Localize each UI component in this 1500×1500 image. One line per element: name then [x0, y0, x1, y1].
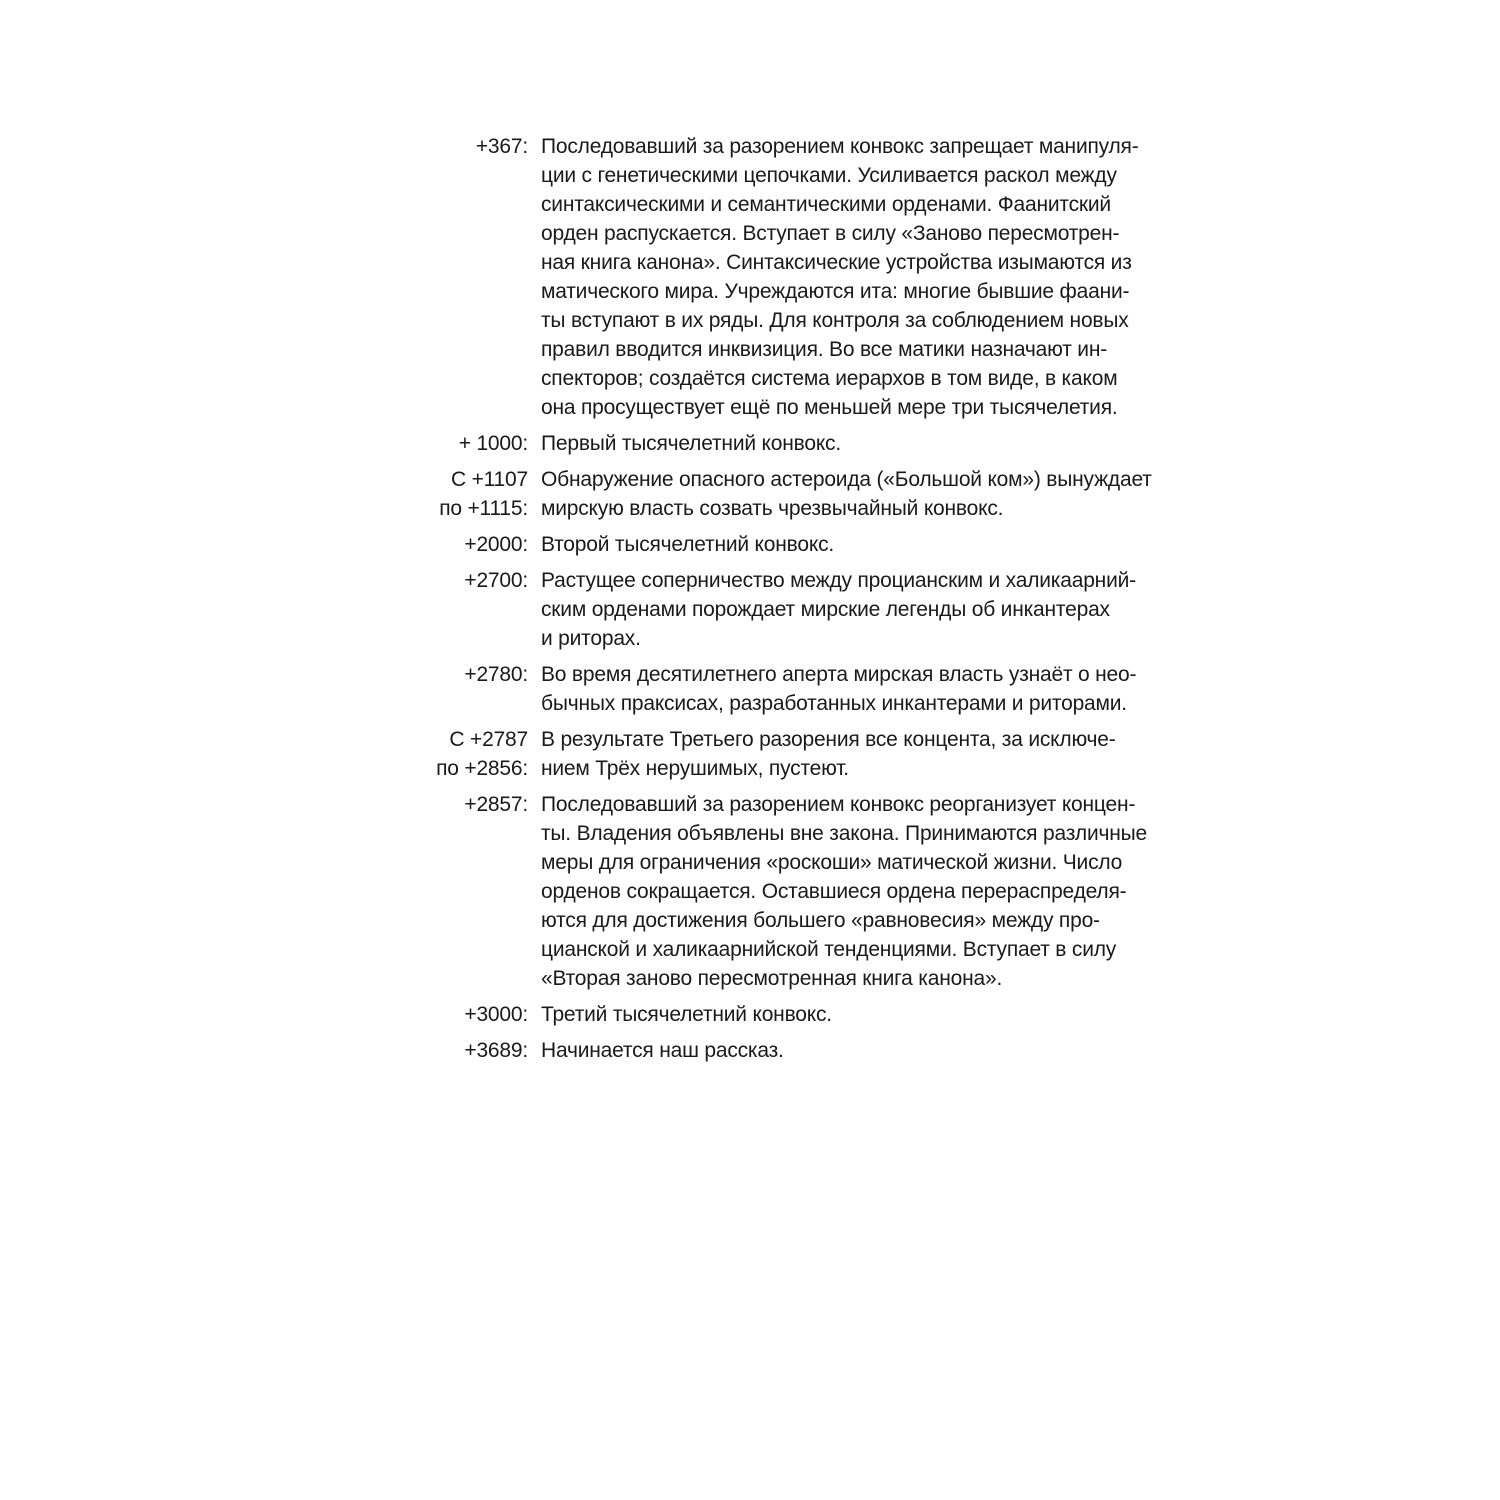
timeline-entry	[420, 1000, 1140, 1029]
entry-text-line: бычных праксисах, разработанных инкантерами и риторами.	[541, 692, 1127, 715]
entry-date-line: по +1115:	[439, 497, 528, 520]
entry-text	[541, 1000, 1140, 1029]
timeline-entry	[420, 566, 1140, 653]
entry-text-line: спекторов; создаётся система иерархов в том виде, в каком	[541, 367, 1118, 390]
entry-text-line: ты. Владения объявлены вне закона. Принимаются различные	[541, 822, 1147, 845]
entry-text	[541, 465, 1152, 523]
entry-text	[541, 429, 1140, 458]
entry-text-line: ты вступают в их ряды. Для контроля за соблюдением новых	[541, 309, 1129, 332]
entry-text-line: ная книга канона». Синтаксические устройства изымаются из	[541, 251, 1132, 274]
entry-text	[541, 566, 1140, 653]
entry-date-line: +3689:	[464, 1039, 528, 1062]
entry-text-line: Второй тысячелетний конвокс.	[541, 533, 835, 556]
entry-text-line: ским орденами порождает мирские легенды об инкантерах	[541, 598, 1110, 621]
timeline-entry	[420, 132, 1140, 422]
timeline-entry	[420, 465, 1152, 523]
entry-date-line: по +2856:	[436, 757, 528, 780]
entry-date-line: +367:	[475, 135, 528, 158]
entry-text	[541, 1036, 1140, 1065]
entry-date	[420, 530, 528, 559]
entry-text	[541, 132, 1140, 422]
chronology-list	[420, 132, 1152, 1072]
entry-text-line: Последовавший за разорением конвокс реорганизует концен-	[541, 793, 1136, 816]
entry-text-line: «Вторая заново пересмотренная книга канона».	[541, 967, 1003, 990]
entry-text-line: Третий тысячелетний конвокс.	[541, 1003, 832, 1026]
entry-text-line: мирскую власть созвать чрезвычайный конвокс.	[541, 497, 1004, 520]
entry-date-line: +2857:	[464, 793, 528, 816]
entry-text	[541, 725, 1140, 783]
entry-date-line: +2700:	[464, 569, 528, 592]
entry-text-line: орден распускается. Вступает в силу «Заново пересмотрен-	[541, 222, 1120, 245]
entry-date	[420, 465, 528, 523]
entry-date	[420, 566, 528, 595]
entry-date	[420, 1000, 528, 1029]
entry-text-line: Последовавший за разорением конвокс запрещает манипуля-	[541, 135, 1139, 158]
entry-text	[541, 660, 1140, 718]
entry-date	[420, 429, 528, 458]
entry-text-line: Растущее соперничество между процианским и халикаарний-	[541, 569, 1136, 592]
entry-date-line: +2780:	[464, 663, 528, 686]
timeline-entry	[420, 725, 1140, 783]
entry-text-line: ются для достижения большего «равновесия» между про-	[541, 909, 1100, 932]
entry-date-line: + 1000:	[458, 432, 528, 455]
entry-text-line: правил вводится инквизиция. Во все матики назначают ин-	[541, 338, 1108, 361]
entry-date-line: С +2787	[449, 728, 528, 751]
entry-text-line: матического мира. Учреждаются ита: многие бывшие фаани-	[541, 280, 1130, 303]
entry-text	[541, 530, 1140, 559]
entry-text-line: она просуществует ещё по меньшей мере три тысячелетия.	[541, 396, 1118, 419]
entry-text-line: ции с генетическими цепочками. Усиливается раскол между	[541, 164, 1117, 187]
entry-date-line: +2000:	[464, 533, 528, 556]
entry-text-line: нием Трёх нерушимых, пустеют.	[541, 757, 849, 780]
entry-text-line: Обнаружение опасного астероида («Большой ком») вынуждает	[541, 468, 1152, 491]
entry-date	[420, 790, 528, 819]
entry-text-line: Во время десятилетнего аперта мирская власть узнаёт о нео-	[541, 663, 1137, 686]
entry-date	[420, 132, 528, 161]
timeline-entry	[420, 790, 1147, 993]
timeline-entry	[420, 660, 1140, 718]
entry-date	[420, 1036, 528, 1065]
entry-text-line: Начинается наш рассказ.	[541, 1039, 784, 1062]
entry-text-line: Первый тысячелетний конвокс.	[541, 432, 841, 455]
entry-text	[541, 790, 1147, 993]
timeline-entry	[420, 530, 1140, 559]
timeline-entry	[420, 429, 1140, 458]
entry-date-line: С +1107	[450, 468, 528, 491]
entry-text-line: В результате Третьего разорения все концента, за исключе-	[541, 728, 1116, 751]
entry-date	[420, 725, 528, 783]
entry-date-line: +3000:	[464, 1003, 528, 1026]
entry-text-line: орденов сокращается. Оставшиеся ордена перераспределя-	[541, 880, 1127, 903]
entry-text-line: меры для ограничения «роскоши» матической жизни. Число	[541, 851, 1123, 874]
entry-text-line: цианской и халикаарнийской тенденциями. Вступает в силу	[541, 938, 1117, 961]
entry-date	[420, 660, 528, 689]
timeline-entry	[420, 1036, 1140, 1065]
entry-text-line: и риторах.	[541, 627, 641, 650]
entry-text-line: синтаксическими и семантическими орденами. Фаанитский	[541, 193, 1111, 216]
